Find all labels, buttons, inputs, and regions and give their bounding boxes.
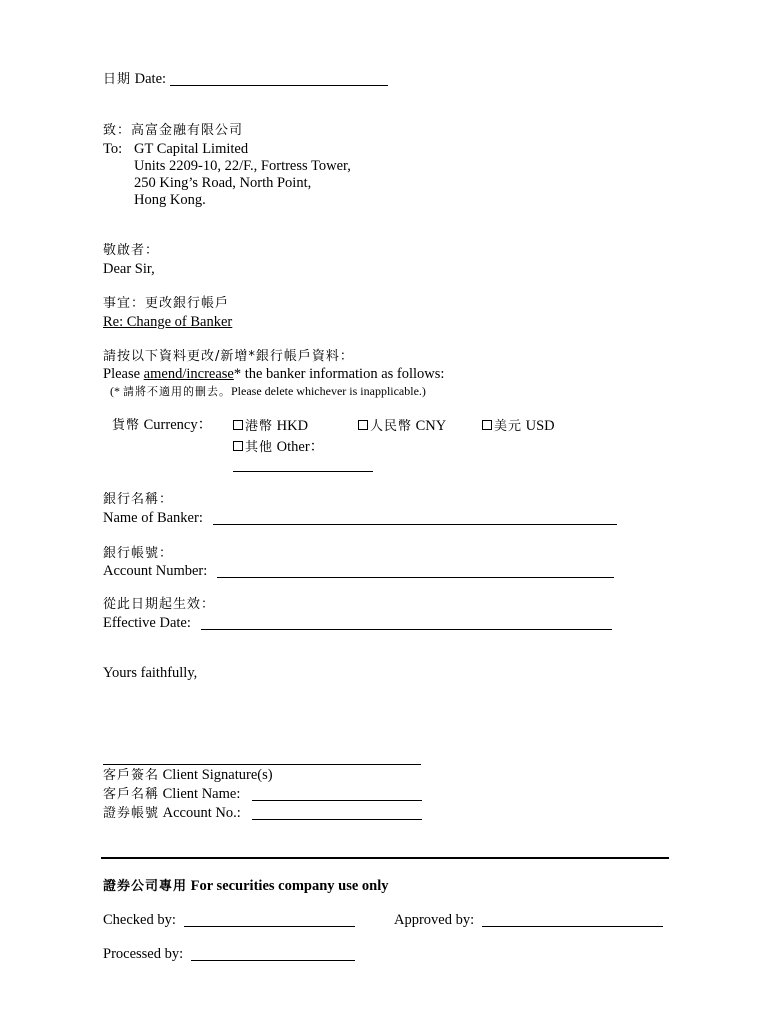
checkbox-icon[interactable]: [233, 420, 243, 430]
other-currency-field[interactable]: [233, 471, 373, 472]
checkbox-icon[interactable]: [482, 420, 492, 430]
amend-increase-text: amend/increase: [143, 366, 234, 382]
closing-text: Yours faithfully,: [103, 665, 198, 681]
salutation-zh: 敬啟者：: [103, 243, 160, 258]
date-field[interactable]: [170, 85, 388, 86]
approved-by-field[interactable]: [482, 926, 663, 927]
effective-date-label-en: Effective Date:: [103, 615, 195, 631]
account-number-label-zh: 銀行帳號：: [103, 546, 174, 561]
subject-zh: 事宜：更改銀行帳戶: [103, 296, 230, 311]
currency-option-hkd[interactable]: 港幣 HKD: [233, 417, 308, 436]
banker-name-label-zh: 銀行名稱：: [103, 492, 174, 507]
currency-label: 貨幣 Currency：: [112, 417, 213, 433]
currency-option-cny[interactable]: 人民幣 CNY: [358, 417, 446, 436]
subject-en: Re: Change of Banker: [103, 314, 233, 330]
account-number-label-en: Account Number:: [103, 563, 211, 579]
client-signature-label: 客戶簽名 Client Signature(s): [103, 767, 273, 783]
client-name-field[interactable]: [252, 800, 422, 801]
recipient-address-line-2: 250 King’s Road, North Point,: [134, 175, 312, 191]
account-no-label: 證券帳號 Account No.:: [103, 805, 241, 821]
processed-by-field[interactable]: [191, 960, 355, 961]
account-no-field[interactable]: [252, 819, 422, 820]
processed-by-label: Processed by:: [103, 946, 187, 962]
client-name-label: 客戶名稱 Client Name:: [103, 786, 241, 802]
checked-by-field[interactable]: [184, 926, 355, 927]
recipient-zh: 致：高富金融有限公司: [103, 123, 244, 138]
approved-by-label: Approved by:: [394, 912, 478, 928]
checked-by-label: Checked by:: [103, 912, 180, 928]
account-number-field[interactable]: [217, 577, 614, 578]
currency-option-usd[interactable]: 美元 USD: [482, 417, 555, 436]
recipient-company: GT Capital Limited: [134, 141, 249, 157]
effective-date-label-zh: 從此日期起生效：: [103, 597, 216, 612]
date-label: 日期 Date:: [103, 71, 167, 87]
banker-name-field[interactable]: [213, 524, 617, 525]
to-label: To:: [103, 141, 123, 157]
signature-field[interactable]: [103, 764, 421, 765]
section-divider: [101, 857, 669, 859]
salutation-en: Dear Sir,: [103, 261, 155, 277]
banker-name-label-en: Name of Banker:: [103, 510, 207, 526]
instruction-zh: 請按以下資料更改/新增*銀行帳戶資料：: [103, 349, 354, 364]
recipient-address-line-1: Units 2209-10, 22/F., Fortress Tower,: [134, 158, 351, 174]
office-use-title: 證券公司專用 For securities company use only: [103, 878, 389, 894]
currency-option-other[interactable]: 其他 Other：: [233, 438, 324, 457]
recipient-address-line-3: Hong Kong.: [134, 192, 206, 208]
checkbox-icon[interactable]: [233, 441, 243, 451]
effective-date-field[interactable]: [201, 629, 612, 630]
instruction-en: Please amend/increase* the banker information as follows:: [103, 366, 445, 382]
checkbox-icon[interactable]: [358, 420, 368, 430]
instruction-note: (* 請將不適用的刪去。Please delete whichever is inapplicable.): [110, 384, 426, 398]
